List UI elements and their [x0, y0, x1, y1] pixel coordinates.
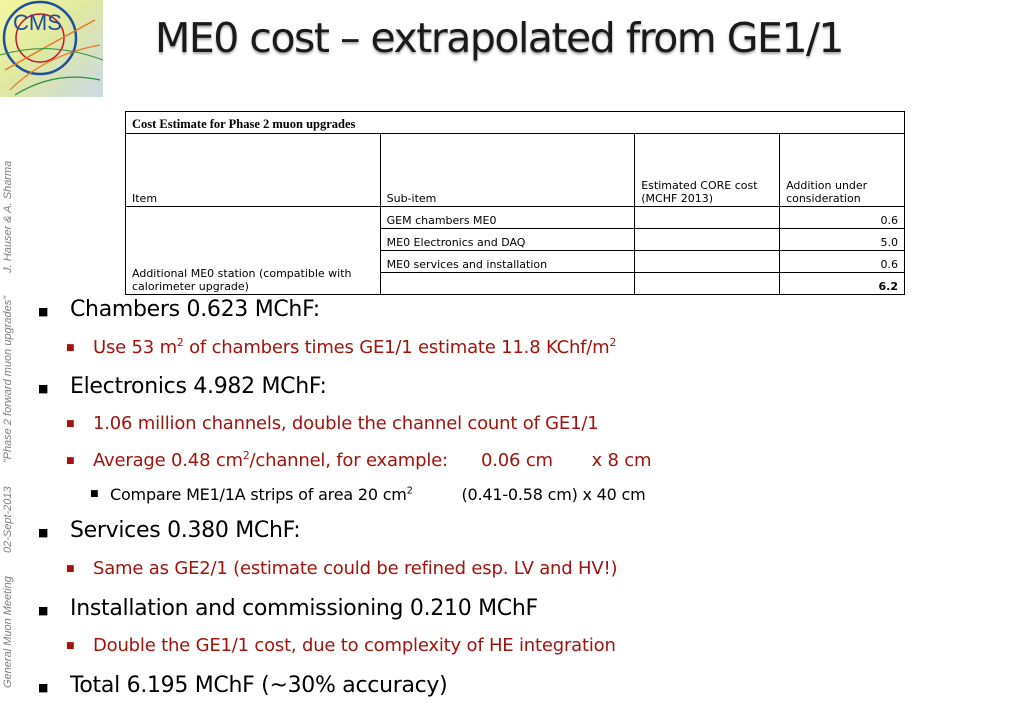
sidebar-footer: [2, 88, 14, 688]
square-bullet-icon: ■: [38, 382, 49, 395]
talk-title: "Phase 2 forward muon upgrades": [2, 295, 14, 464]
header-addition: Addition under consideration: [780, 134, 905, 207]
cost-table: [125, 111, 905, 295]
page-title: ME0 cost – extrapolated from GE1/1: [155, 14, 843, 62]
square-bullet-icon: ■: [66, 343, 75, 353]
cms-logo-icon: [0, 0, 103, 97]
authors: J. Hauser & A. Sharma: [2, 160, 14, 273]
square-bullet-icon: ■: [66, 641, 75, 651]
sub-bullet-installation: ■ Double the GE1/1 cost, due to complexity of HE integration: [66, 635, 616, 656]
bullet-installation: ■ Installation and commissioning 0.210 MChF: [38, 596, 538, 621]
sub-bullet-services: ■ Same as GE2/1 (estimate could be refined esp. LV and HV!): [66, 558, 618, 579]
addition-cell: 0.6: [780, 251, 905, 273]
square-bullet-icon: ■: [66, 456, 75, 466]
square-bullet-icon: ■: [38, 526, 49, 539]
table-caption-row: [126, 112, 905, 134]
addition-cell: 0.6: [780, 207, 905, 229]
total-cell: 6.2: [780, 273, 905, 295]
square-bullet-icon: ■: [66, 564, 75, 574]
table-row: [126, 207, 905, 229]
square-bullet-icon: ■: [38, 305, 49, 318]
sub-bullet-average-area: ■ Average 0.48 $cm^2$/channel, for example: 0.06 cm x 8 cm: [66, 449, 652, 471]
sub-bullet-chamber-area: ■ Use 53 $m^2$ of chambers times GE1/1 estimate 11.8 KChf/$m^2$: [66, 336, 617, 358]
core-cost-cell: [635, 207, 780, 229]
meeting-date: 02-Sept-2013: [2, 486, 14, 554]
bullet-electronics: ■ Electronics 4.982 MChF:: [38, 374, 327, 399]
table-caption: Cost Estimate for Phase 2 muon upgrades: [126, 112, 905, 134]
square-bullet-icon: ■: [66, 419, 75, 429]
total-core-cell: [635, 273, 780, 295]
table-header-row: [126, 134, 905, 207]
addition-cell: 5.0: [780, 229, 905, 251]
square-bullet-icon: ■: [38, 604, 49, 617]
subitem-cell: ME0 services and installation: [380, 251, 635, 273]
square-bullet-icon: ■: [38, 681, 49, 694]
sub-bullet-channels: ■ 1.06 million channels, double the channel count of GE1/1: [66, 413, 599, 434]
core-cost-cell: [635, 251, 780, 273]
bullet-services: ■ Services 0.380 MChF:: [38, 518, 301, 543]
bullet-chambers: ■ Chambers 0.623 MChF:: [38, 297, 320, 322]
core-cost-cell: [635, 229, 780, 251]
subitem-cell: GEM chambers ME0: [380, 207, 635, 229]
small-square-bullet-icon: ■: [90, 489, 99, 499]
item-cell: Additional ME0 station (compatible with calorimeter upgrade): [126, 207, 381, 295]
header-core-cost: Estimated CORE cost (MCHF 2013): [635, 134, 780, 207]
total-subitem-cell: [380, 273, 635, 295]
header-item: Item: [126, 134, 381, 207]
header-subitem: Sub-item: [380, 134, 635, 207]
bullet-total: ■ Total 6.195 MChF (~30% accuracy): [38, 673, 448, 698]
subitem-cell: ME0 Electronics and DAQ: [380, 229, 635, 251]
logo-text: CMS: [13, 10, 62, 35]
meeting-name: General Muon Meeting: [2, 576, 14, 688]
sub-sub-bullet-strips: ■ Compare ME1/1A strips of area 20 $cm^2$ (0.41-0.58 cm) x 40 cm: [90, 485, 646, 504]
